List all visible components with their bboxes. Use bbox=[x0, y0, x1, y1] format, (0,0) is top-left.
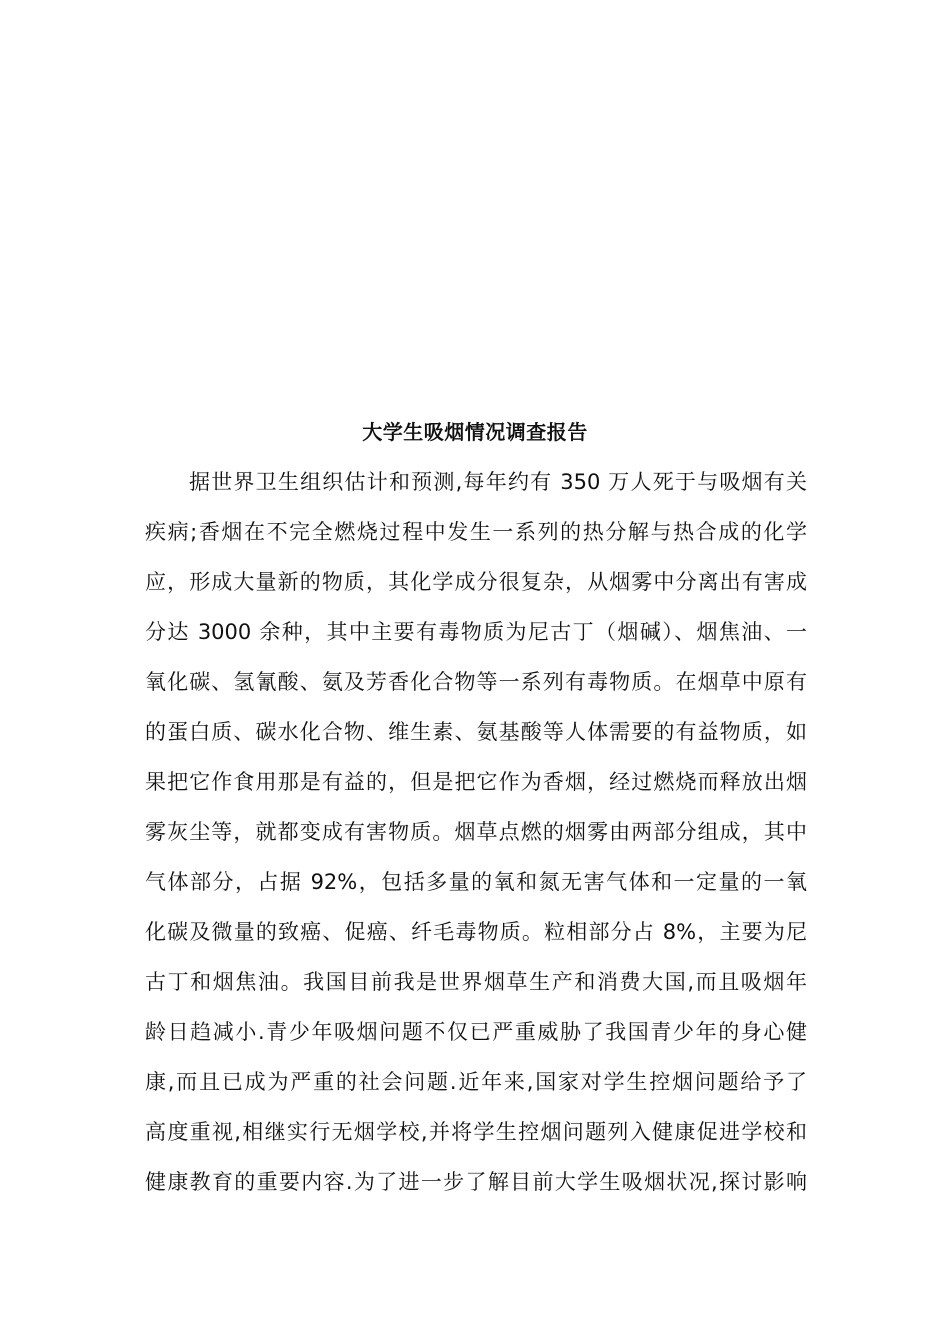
text-line: 康,而且已成为严重的社会问题.近年来,国家对学生控烟问题给予了 bbox=[145, 1070, 807, 1094]
body-paragraph bbox=[145, 462, 807, 1212]
text-line: 的蛋白质、碳水化合物、维生素、氨基酸等人体需要的有益物质，如 bbox=[145, 720, 807, 744]
text-line: 古丁和烟焦油。我国目前我是世界烟草生产和消费大国,而且吸烟年 bbox=[145, 970, 807, 994]
document-title: 大学生吸烟情况调查报告 bbox=[362, 420, 588, 444]
text-line: 氧化碳、氢氰酸、氨及芳香化合物等一系列有毒物质。在烟草中原有 bbox=[145, 670, 807, 694]
text-line: 健康教育的重要内容.为了进一步了解目前大学生吸烟状况,探讨影响 bbox=[145, 1170, 807, 1194]
text-line: 果把它作食用那是有益的，但是把它作为香烟，经过燃烧而释放出烟 bbox=[145, 770, 807, 794]
text-line: 气体部分，占据 92%，包括多量的氧和氮无害气体和一定量的一氧 bbox=[145, 870, 807, 894]
text-line: 化碳及微量的致癌、促癌、纤毛毒物质。粒相部分占 8%，主要为尼 bbox=[145, 920, 807, 944]
text-line: 据世界卫生组织估计和预测,每年约有 350 万人死于与吸烟有关 bbox=[189, 470, 807, 494]
text-line: 应，形成大量新的物质，其化学成分很复杂，从烟雾中分离出有害成 bbox=[145, 570, 807, 594]
text-line: 龄日趋减小.青少年吸烟问题不仅已严重威胁了我国青少年的身心健 bbox=[145, 1020, 807, 1044]
text-line: 分达 3000 余种，其中主要有毒物质为尼古丁（烟碱）、烟焦油、一 bbox=[145, 620, 807, 644]
text-line: 雾灰尘等，就都变成有害物质。烟草点燃的烟雾由两部分组成，其中 bbox=[145, 820, 807, 844]
text-line: 疾病;香烟在不完全燃烧过程中发生一系列的热分解与热合成的化学 bbox=[145, 520, 807, 544]
text-line: 高度重视,相继实行无烟学校,并将学生控烟问题列入健康促进学校和 bbox=[145, 1120, 807, 1144]
